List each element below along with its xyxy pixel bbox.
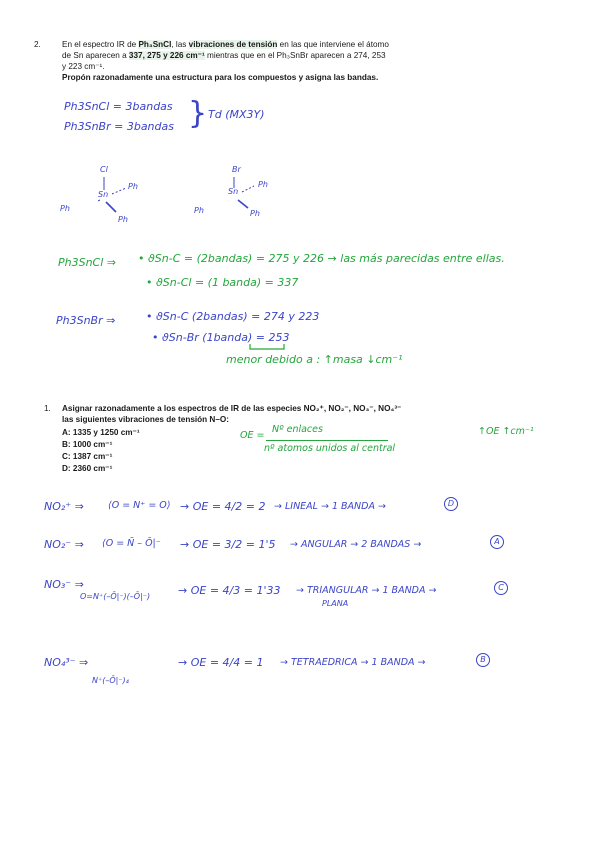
q1-option-b-value: 1000 cm⁻¹ bbox=[72, 440, 113, 449]
geometry: → ANGULAR → 2 BANDAS → bbox=[290, 539, 422, 550]
q1-option-b bbox=[62, 440, 112, 451]
q1-option-d-letter: D: bbox=[62, 464, 71, 473]
species-label: NO₃⁻ ⇒ bbox=[44, 578, 84, 591]
oe-value: → OE = 4/4 = 1 bbox=[178, 656, 264, 669]
struct1-ph-bottom: Ph bbox=[118, 215, 128, 224]
q1-line1: Asignar razonadamente a los espectros de IR de las especies NO₂⁺, NO₂⁻, NO₃⁻, NO₄³⁻ bbox=[62, 404, 402, 413]
q2-highlight-values: 337, 275 y 226 cm⁻¹ bbox=[128, 51, 205, 60]
struct2-ph-right: Ph bbox=[258, 180, 268, 189]
q1-option-c-letter: C: bbox=[62, 452, 71, 461]
geometry: → TRIANGULAR → 1 BANDA → bbox=[296, 585, 437, 596]
geometry: → TETRAEDRICA → 1 BANDA → bbox=[280, 657, 426, 668]
oe-value: → OE = 4/3 = 1'33 bbox=[178, 584, 281, 597]
q1-option-a bbox=[62, 428, 140, 439]
hand-br-note: menor debido a : ↑masa ↓cm⁻¹ bbox=[226, 353, 403, 366]
hand-bands-cl: Ph3SnCl = 3bandas bbox=[64, 100, 173, 113]
oe-rule: ↑OE ↑cm⁻¹ bbox=[478, 426, 534, 437]
answer-circle: D bbox=[444, 497, 458, 511]
hand-cl-line1-note: → las más parecidas entre ellas. bbox=[327, 252, 505, 265]
hand-brace: } bbox=[188, 96, 208, 131]
hand-br-bracket bbox=[248, 342, 288, 352]
struct1-top: Cl bbox=[100, 165, 108, 174]
lewis-structure: ⟨O = N̄ – Ō|⁻ bbox=[102, 538, 161, 549]
hand-cl-line2: • ϑSn-Cl = (1 banda) = 337 bbox=[146, 276, 299, 289]
oe-value: → OE = 4/2 = 2 bbox=[180, 500, 266, 513]
geometry: → LINEAL → 1 BANDA → bbox=[274, 501, 386, 512]
geometry-2: PLANA bbox=[322, 599, 349, 608]
q1-option-d-value: 2360 cm⁻¹ bbox=[72, 464, 113, 473]
struct2-ph-left: Ph bbox=[194, 206, 204, 215]
lewis-structure: O=N⁺(–Ō|⁻)(–Ō|⁻) bbox=[80, 592, 151, 601]
species-label: NO₂⁻ ⇒ bbox=[44, 538, 84, 551]
struct1-ph-right: Ph bbox=[128, 182, 138, 191]
hand-td: Td (MX3Y) bbox=[208, 108, 265, 121]
q1-option-c-value: 1387 cm⁻¹ bbox=[72, 452, 113, 461]
q1-number: 1. bbox=[44, 404, 51, 413]
q1-option-a-letter: A: bbox=[62, 428, 71, 437]
oe-denominator: nº atomos unidos al central bbox=[264, 443, 396, 454]
lewis-structure: N⁺(–Ō|⁻)₄ bbox=[92, 676, 129, 685]
lewis-structure: ⟨O = N⁺ = O⟩ bbox=[108, 500, 171, 511]
oe-fraction-bar bbox=[266, 440, 388, 441]
q2-line1-c: , las bbox=[171, 40, 189, 49]
q2-compound: Ph₃SnCl bbox=[138, 40, 172, 49]
q2-line1 bbox=[62, 40, 389, 51]
hand-br-line1: • ϑSn-C (2bandas) = 274 y 223 bbox=[146, 310, 320, 323]
hand-br-line2: • ϑSn-Br (1banda) = 253 bbox=[152, 331, 290, 344]
struct1-ph-left: Ph bbox=[60, 204, 70, 213]
q1-option-d bbox=[62, 464, 112, 475]
q2-line2-c: mientras que en el Ph₃SnBr aparecen a 274, 253 bbox=[204, 51, 386, 60]
q1-line2: las siguientes vibraciones de tensión N–O: bbox=[62, 415, 229, 424]
hand-cl-line1-values: • ϑSn-C = (2bandas) = 275 y 226 bbox=[138, 252, 325, 265]
q1-option-c bbox=[62, 452, 112, 463]
answer-circle: C bbox=[494, 581, 508, 595]
q1-option-a-value: 1335 y 1250 cm⁻¹ bbox=[72, 428, 140, 437]
oe-value: → OE = 3/2 = 1'5 bbox=[180, 538, 276, 551]
q2-line4: Propón razonadamente una estructura para los compuestos y asigna las bandas. bbox=[62, 73, 379, 82]
q2-line3: y 223 cm⁻¹. bbox=[62, 62, 105, 71]
q2-number: 2. bbox=[34, 40, 41, 49]
q2-line2-a: de Sn aparecen a bbox=[62, 51, 129, 60]
species-label: NO₄³⁻ ⇒ bbox=[44, 656, 89, 669]
struct1-sn: Sn bbox=[98, 190, 109, 199]
struct2-top: Br bbox=[232, 165, 241, 174]
struct2-sn: Sn bbox=[228, 187, 239, 196]
hand-br-label: Ph3SnBr ⇒ bbox=[56, 314, 116, 327]
oe-numerator: Nº enlaces bbox=[272, 424, 323, 435]
answer-circle: B bbox=[476, 653, 490, 667]
q2-line1-e: en las que interviene el átomo bbox=[277, 40, 389, 49]
hand-cl-label: Ph3SnCl ⇒ bbox=[58, 256, 117, 269]
hand-cl-line1 bbox=[138, 252, 505, 265]
species-label: NO₂⁺ ⇒ bbox=[44, 500, 84, 513]
q2-line2 bbox=[62, 51, 386, 62]
hand-bands-br: Ph3SnBr = 3bandas bbox=[64, 120, 174, 133]
q1-option-b-letter: B: bbox=[62, 440, 71, 449]
q2-line1-a: En el espectro IR de bbox=[62, 40, 139, 49]
oe-left: OE = bbox=[240, 430, 265, 441]
answer-circle: A bbox=[490, 535, 504, 549]
q2-highlight-vibraciones: vibraciones de tensión bbox=[188, 40, 278, 49]
struct2-ph-bottom: Ph bbox=[250, 209, 260, 218]
